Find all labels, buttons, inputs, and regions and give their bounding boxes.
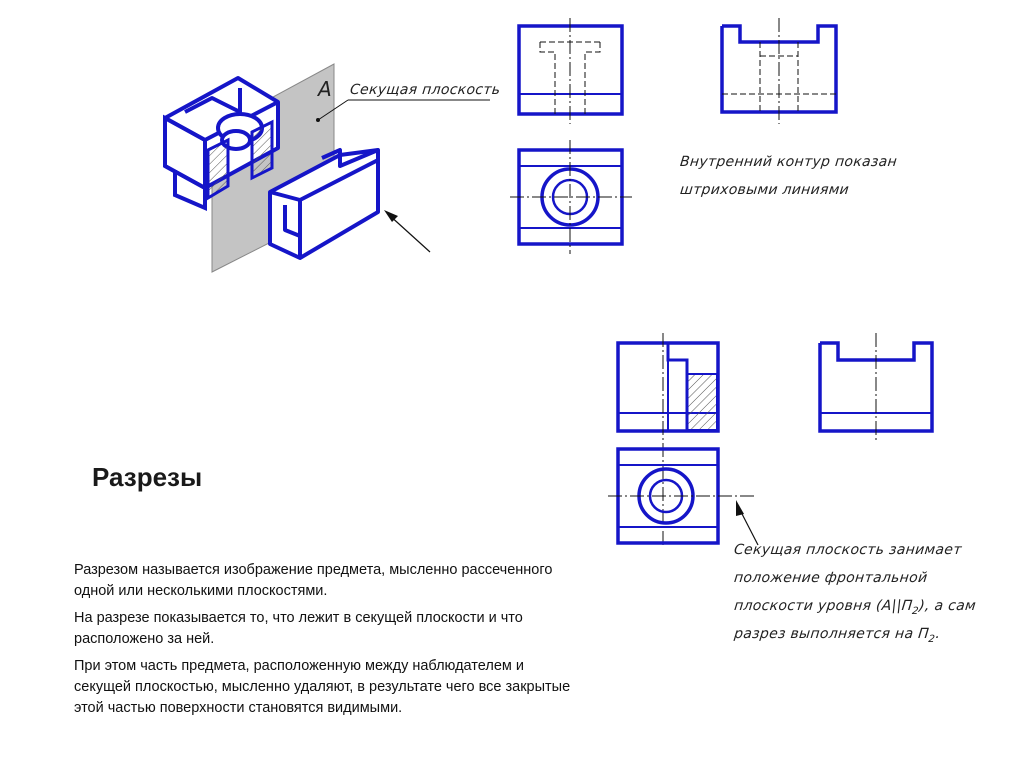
section-note-line2: положение фронтальной — [733, 570, 929, 586]
section-note-line4-sub: 2 — [927, 633, 936, 645]
section-note-line3-text: плоскости уровня (A||П — [733, 598, 914, 614]
section-note-line3 — [733, 598, 977, 617]
cutting-plane-label: Секущая плоскость — [349, 82, 502, 98]
plane-letter: A — [318, 77, 332, 101]
paragraph-2: На разрезе показывается то, что лежит в секущей плоскости и что расположено за ней. — [74, 610, 523, 647]
section-note-line3-end: ), а сам — [918, 598, 977, 614]
paragraph-3: При этом часть предмета, расположенную между наблюдателем и секущей плоскостью, мысленно удаляют, в результате чего все закрытые этой частью поверхности становятся видимыми. — [74, 658, 571, 716]
hidden-contour-note-line1: Внутренний контур показан — [679, 154, 898, 170]
section-note-line4 — [733, 626, 941, 645]
section-hatch — [687, 374, 717, 430]
paragraph-1: Разрезом называется изображение предмета, мысленно рассеченного одной или несколькими плоскостями. — [74, 562, 553, 599]
section-note-line3-sub: 2 — [911, 605, 920, 617]
slide-title: Разрезы — [92, 462, 203, 492]
section-note-line4-end: . — [934, 626, 942, 642]
hidden-contour-note-line2: штриховыми линиями — [679, 182, 850, 198]
section-note-line1: Секущая плоскость занимает — [733, 542, 963, 558]
definition-text — [74, 560, 574, 725]
section-note-line4-text: разрез выполняется на П — [733, 626, 930, 642]
